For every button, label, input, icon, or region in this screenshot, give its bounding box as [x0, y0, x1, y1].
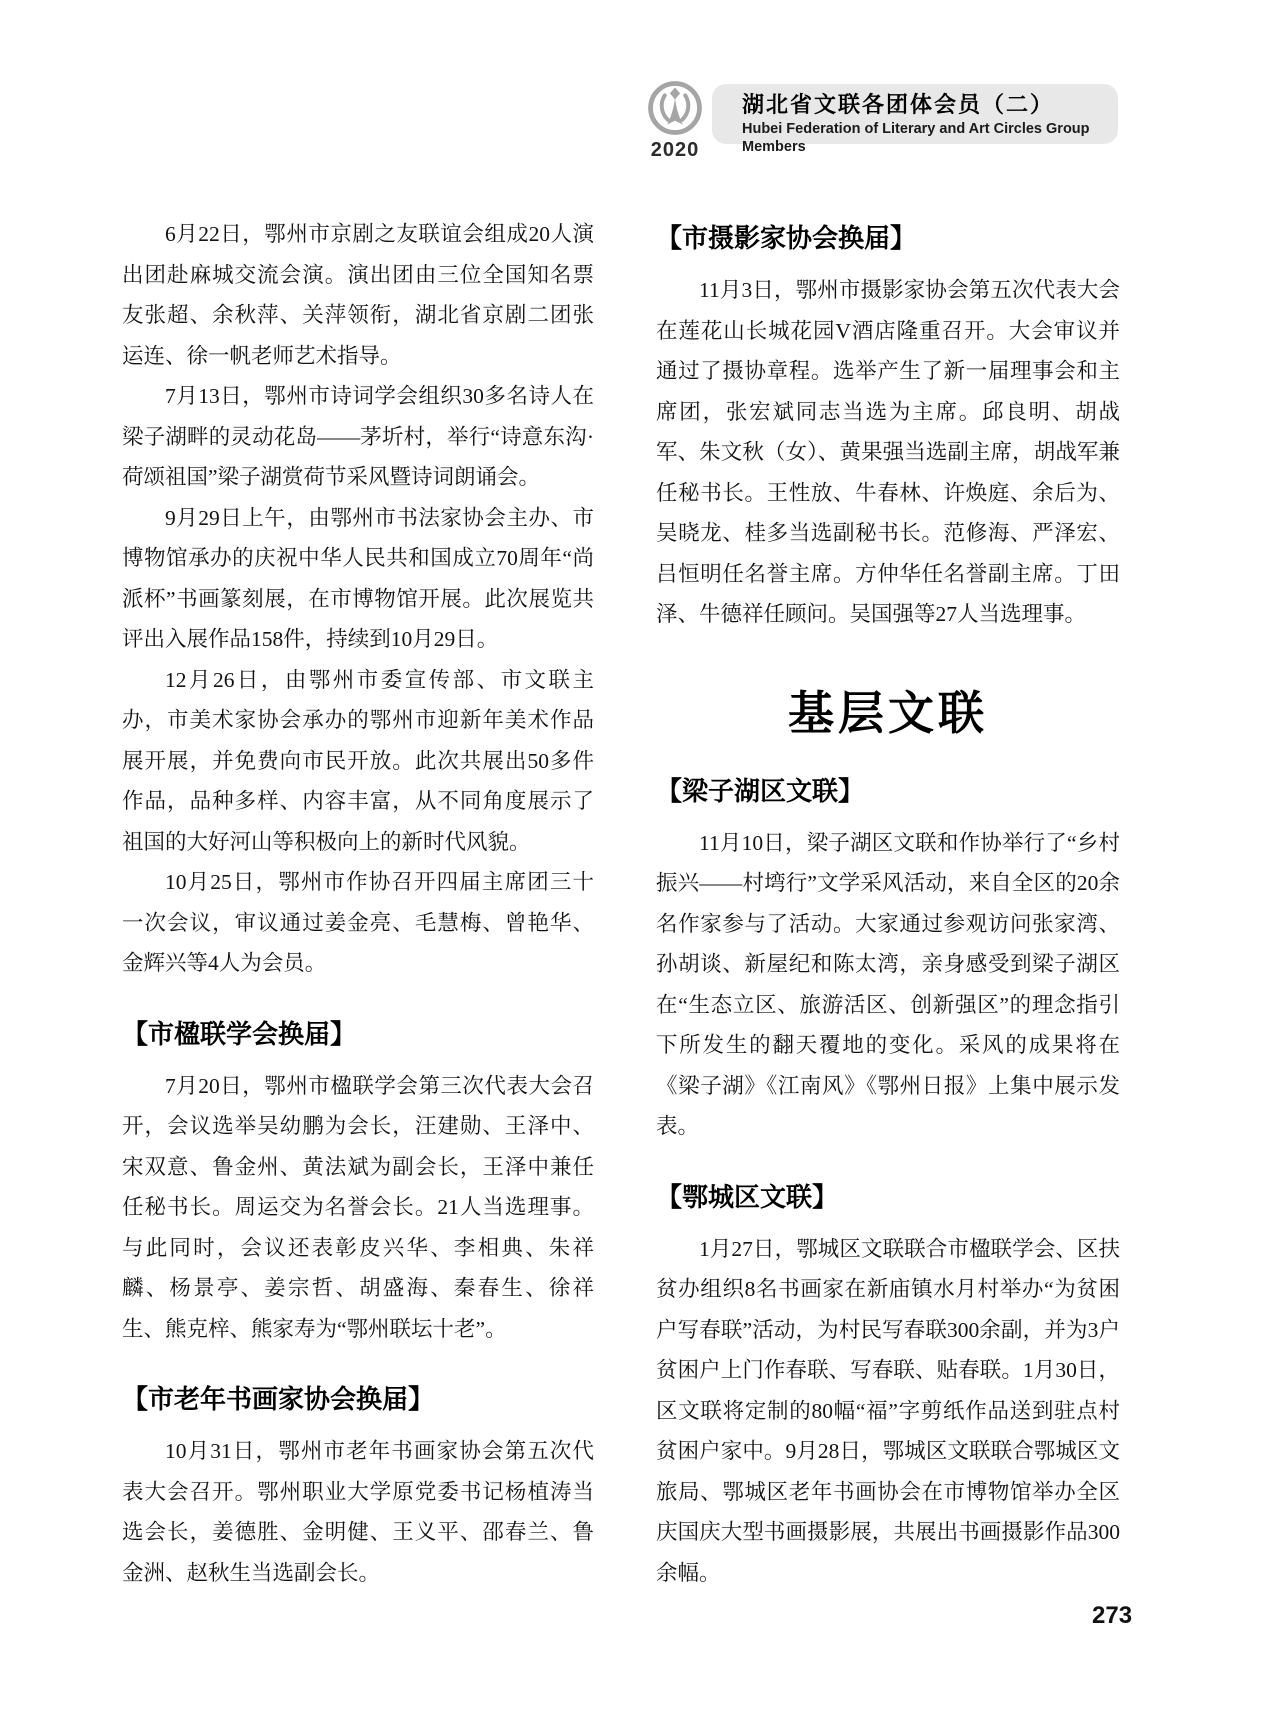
chapter-title-chinese: 湖北省文联各团体会员（二）: [742, 92, 1055, 117]
chapter-heading-grassroots-federations: 基层文联: [788, 686, 988, 739]
paragraph-writers-association-meeting: 10月25日，鄂州市作协召开四届主席团三十一次会议，审议通过姜金亮、毛慧梅、曾艳华、金辉兴等4人为会员。: [122, 870, 594, 975]
section-heading-senior-artists-association: 【市老年书画家协会换届】: [122, 1384, 435, 1414]
page-number: 273: [1092, 1602, 1133, 1629]
paragraph-jingju-exchange: 6月22日，鄂州市京剧之友联谊会组成20人演出团赴麻城交流会演。演出团由三位全国知名票友张超、余秋萍、关萍领衔，湖北省京剧二团张运连、徐一帆老师艺术指导。: [122, 222, 594, 368]
federation-logo: [640, 78, 710, 162]
section-heading-photographers-association: 【市摄影家协会换届】: [656, 223, 917, 253]
federation-emblem-icon: [645, 78, 705, 138]
paragraph-calligraphy-exhibition: 9月29日上午，由鄂州市书法家协会主办、市博物馆承办的庆祝中华人民共和国成立70周年“尚派杯”书画篆刻展，在市博物馆开展。此次展览共评出入展作品158件，持续到10月29日。: [122, 505, 594, 651]
paragraph-liangzihu-activities: 11月10日，梁子湖区文联和作协举行了“乡村振兴——村塆行”文学采风活动，来自全区的20余名作家参与了活动。大家通过参观访问张家湾、孙胡谈、新屋纪和陈太湾，亲身感受到梁子湖区在“生态立区、旅游活区、创新强区”的理念指引下所发生的翻天覆地的变化。采风的成果将在《梁子湖》《江南风》《鄂州日报》上集中展示发表。: [656, 830, 1120, 1138]
right-column: [656, 214, 1120, 1593]
paragraph-newyear-art-exhibition: 12月26日，由鄂州市委宣传部、市文联主办，市美术家协会承办的鄂州市迎新年美术作品展开展，并免费向市民开放。此次共展出50多件作品，品种多样、内容丰富，从不同角度展示了祖国的大好河山等积极向上的新时代风貌。: [122, 667, 594, 854]
logo-year: 2020: [650, 139, 700, 161]
paragraph-couplet-society-election: 7月20日，鄂州市楹联学会第三次代表大会召开，会议选举吴幼鹏为会长，汪建勋、王泽中、宋双意、鲁金州、黄法斌为副会长，王泽中兼任任秘书长。周运交为名誉会长。21人当选理事。与此同时，会议还表彰皮兴华、李相典、朱祥麟、杨景亭、姜宗哲、胡盛海、秦春生、徐祥生、熊克梓、熊家寿为“鄂州联坛十老”。: [122, 1073, 594, 1341]
chapter-title-banner: [712, 84, 1118, 155]
paragraph-echeng-activities: 1月27日，鄂城区文联联合市楹联学会、区扶贫办组织8名书画家在新庙镇水月村举办“为贫困户写春联”活动，为村民写春联300余副，并为3户贫困户上门作春联、写春联、贴春联。1月30日，区文联将定制的80幅“福”字剪纸作品送到驻点村贫困户家中。9月28日，鄂城区文联联合鄂城区文旅局、鄂城区老年书画协会在市博物馆举办全区庆国庆大型书画摄影展，共展出书画摄影作品300余幅。: [656, 1236, 1120, 1585]
chapter-title-english: Hubei Federation of Literary and Art Circles Group Members: [742, 121, 1090, 155]
left-column: [122, 214, 594, 1593]
paragraph-poetry-society: 7月13日，鄂州市诗词学会组织30多名诗人在梁子湖畔的灵动花岛——茅圻村，举行“诗意东沟·荷颂祖国”梁子湖赏荷节采风暨诗词朗诵会。: [122, 384, 594, 489]
section-heading-couplet-society: 【市楹联学会换届】: [122, 1018, 357, 1049]
section-heading-liangzihu-district: 【梁子湖区文联】: [656, 775, 865, 806]
paragraph-photographers-election: 11月3日，鄂州市摄影家协会第五次代表大会在莲花山长城花园V酒店隆重召开。大会审议并通过了摄协章程。选举产生了新一届理事会和主席团，张宏斌同志当选为主席。邱良明、胡战军、朱文秋（女）、黄果强当选副主席，胡战军兼任秘书长。王性放、牛春林、许焕庭、余后为、吴晓龙、桂多当选副秘书长。范修海、严泽宏、吕恒明任名誉主席。方仲华任名誉副主席。丁田泽、牛德祥任顾问。吴国强等27人当选理事。: [656, 278, 1120, 626]
page-header: [0, 0, 1276, 170]
paragraph-senior-artists-election: 10月31日，鄂州市老年书画家协会第五次代表大会召开。鄂州职业大学原党委书记杨植涛当选会长，姜德胜、金明健、王义平、邵春兰、鲁金洲、赵秋生当选副会长。: [122, 1439, 594, 1585]
section-heading-echeng-district: 【鄂城区文联】: [656, 1181, 839, 1212]
